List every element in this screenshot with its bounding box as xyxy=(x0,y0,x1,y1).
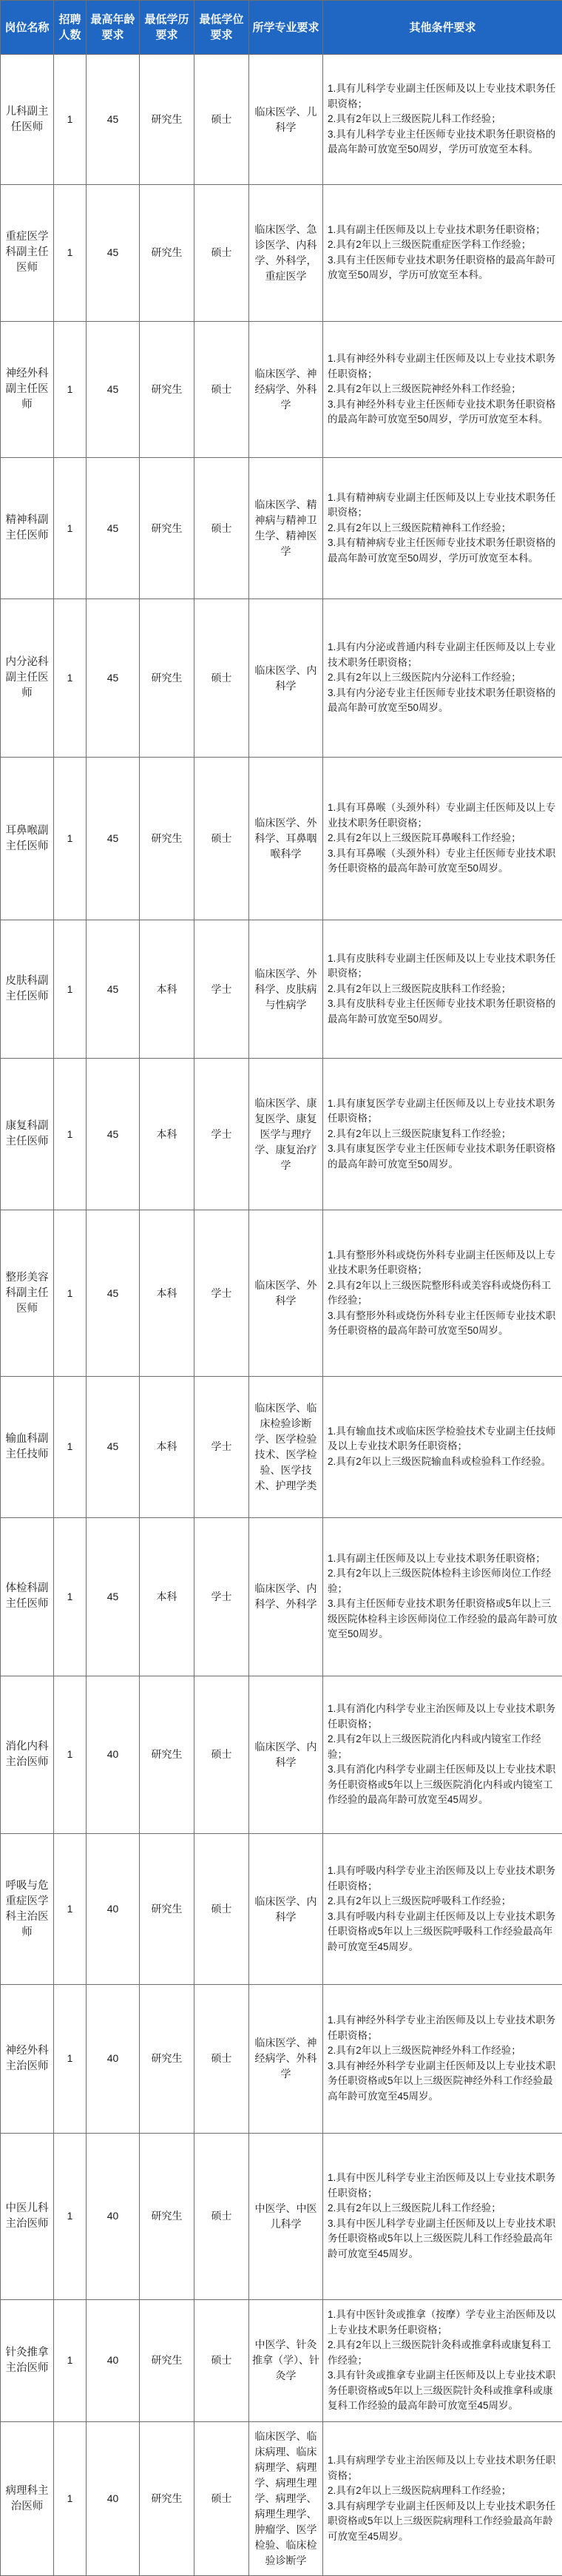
age-cell: 45 xyxy=(87,458,140,599)
requirements-cell: 1.具有整形外科或烧伤外科专业副主任医师及以上专业技术职务任职资格； 2.具有2年以上三级医院整形科或美容科或烧伤科工作经验； 3.具有整形外科或烧伤外科专业主任医师专业技术职务任职资格的最高年龄可放宽至50周岁。 xyxy=(323,1210,562,1376)
age-cell: 40 xyxy=(87,1834,140,1984)
table-row xyxy=(1,1058,562,1210)
position-cell: 重症医学科副主任医师 xyxy=(1,185,54,322)
count-cell: 1 xyxy=(54,1376,87,1517)
age-cell: 40 xyxy=(87,1984,140,2133)
requirements-cell: 1.具有副主任医师及以上专业技术职务任职资格； 2.具有2年以上三级医院重症医学科工作经验； 3.具有主任医师专业技术职务任职资格的最高年龄可放宽至50周岁，学历可放宽至本科。 xyxy=(323,185,562,322)
header-requirements: 其他条件要求 xyxy=(323,1,562,55)
degree-cell: 硕士 xyxy=(194,2299,249,2422)
degree-cell: 硕士 xyxy=(194,1676,249,1834)
education-cell: 本科 xyxy=(140,920,194,1059)
header-age: 最高年龄要求 xyxy=(87,1,140,55)
position-cell: 神经外科副主任医师 xyxy=(1,321,54,458)
count-cell: 1 xyxy=(54,1058,87,1210)
position-cell: 针灸推拿主治医师 xyxy=(1,2299,54,2422)
requirements-cell: 1.具有呼吸内科学专业主治医师及以上专业技术职务任职资格； 2.具有2年以上三级医院呼吸科工作经验； 3.具有呼吸内科专业副主任医师及以上专业技术职务任职资格或5年以上三级医院呼吸科工作经验最高年龄可放宽至45周岁。 xyxy=(323,1834,562,1984)
education-cell: 研究生 xyxy=(140,185,194,322)
position-cell: 整形美容科副主任医师 xyxy=(1,1210,54,1376)
major-cell: 临床医学、神经病学、外科学 xyxy=(249,321,323,458)
requirements-cell: 1.具有中医针灸或推拿（按摩）学专业主治医师及以上专业技术职务任职资格； 2.具有2年以上三级医院针灸科或推拿科或康复科工作经验； 3.具有针灸或推拿专业副主任医师及以上专业技术职务任职资格或5年以上三级医院针灸科或推拿科或康复科工作经验的最高年龄可放宽至45周岁。 xyxy=(323,2299,562,2422)
age-cell: 40 xyxy=(87,2299,140,2422)
requirements-cell: 1.具有耳鼻喉（头颈外科）专业副主任医师及以上专业技术职务任职资格； 2.具有2年以上三级医院耳鼻喉科工作经验； 3.具有耳鼻喉（头颈外科）专业主任医师专业技术职务任职资格的最高年龄可放宽至50周岁。 xyxy=(323,758,562,920)
requirements-cell: 1.具有康复医学专业副主任医师及以上专业技术职务任职资格； 2.具有2年以上三级医院康复科工作经验； 3.具有康复医学专业主任医师专业技术职务任职资格的最高年龄可放宽至50周岁。 xyxy=(323,1058,562,1210)
age-cell: 40 xyxy=(87,2134,140,2299)
major-cell: 临床医学、内科学 xyxy=(249,1676,323,1834)
position-cell: 病理科主治医师 xyxy=(1,2422,54,2576)
degree-cell: 硕士 xyxy=(194,599,249,758)
education-cell: 研究生 xyxy=(140,2422,194,2576)
table-row xyxy=(1,920,562,1059)
position-cell: 输血科副主任技师 xyxy=(1,1376,54,1517)
major-cell: 中医学、中医儿科学 xyxy=(249,2134,323,2299)
education-cell: 研究生 xyxy=(140,1834,194,1984)
major-cell: 临床医学、临床病理、临床病理学、病理学、病理生理学、病理学、病理生理学、肿瘤学、医学检验、临床检验诊断学 xyxy=(249,2422,323,2576)
education-cell: 本科 xyxy=(140,1058,194,1210)
major-cell: 临床医学、临床检验诊断学、医学检验技术、医学检验、医学技术、护理学类 xyxy=(249,1376,323,1517)
table-row xyxy=(1,321,562,458)
degree-cell: 学士 xyxy=(194,1517,249,1676)
count-cell: 1 xyxy=(54,1210,87,1376)
count-cell: 1 xyxy=(54,599,87,758)
table-row xyxy=(1,758,562,920)
position-cell: 中医儿科主治医师 xyxy=(1,2134,54,2299)
count-cell: 1 xyxy=(54,2299,87,2422)
degree-cell: 学士 xyxy=(194,1210,249,1376)
degree-cell: 学士 xyxy=(194,1376,249,1517)
education-cell: 本科 xyxy=(140,1517,194,1676)
education-cell: 研究生 xyxy=(140,2299,194,2422)
count-cell: 1 xyxy=(54,1676,87,1834)
degree-cell: 学士 xyxy=(194,920,249,1059)
position-cell: 儿科副主任医师 xyxy=(1,55,54,185)
degree-cell: 硕士 xyxy=(194,458,249,599)
age-cell: 45 xyxy=(87,185,140,322)
major-cell: 临床医学、神经病学、外科学 xyxy=(249,1984,323,2133)
table-row xyxy=(1,599,562,758)
position-cell: 康复科副主任医师 xyxy=(1,1058,54,1210)
position-cell: 耳鼻喉副主任医师 xyxy=(1,758,54,920)
requirements-cell: 1.具有神经外科专业副主任医师及以上专业技术职务任职资格； 2.具有2年以上三级医院神经外科工作经验； 3.具有神经外科专业主任医师专业技术职务任职资格的最高年龄可放宽至50周岁，学历可放宽至本科。 xyxy=(323,321,562,458)
header-position: 岗位名称 xyxy=(1,1,54,55)
age-cell: 40 xyxy=(87,1676,140,1834)
position-cell: 内分泌科副主任医师 xyxy=(1,599,54,758)
requirements-cell: 1.具有皮肤科专业副主任医师及以上专业技术职务任职资格； 2.具有2年以上三级医院皮肤科工作经验； 3.具有皮肤科专业主任医师专业技术职务任职资格的最高年龄可放宽至50周岁。 xyxy=(323,920,562,1059)
table-row xyxy=(1,1984,562,2133)
age-cell: 45 xyxy=(87,1376,140,1517)
degree-cell: 硕士 xyxy=(194,1834,249,1984)
education-cell: 研究生 xyxy=(140,321,194,458)
education-cell: 研究生 xyxy=(140,599,194,758)
table-row xyxy=(1,55,562,185)
major-cell: 临床医学、儿科学 xyxy=(249,55,323,185)
degree-cell: 学士 xyxy=(194,1058,249,1210)
count-cell: 1 xyxy=(54,1517,87,1676)
count-cell: 1 xyxy=(54,185,87,322)
header-count: 招聘人数 xyxy=(54,1,87,55)
requirements-cell: 1.具有神经外科学专业主治医师及以上专业技术职务任职资格； 2.具有2年以上三级医院神经外科工作经验； 3.具有神经外科学专业副主任医师及以上专业技术职务任职资格或5年以上三级医院神经外科工作经验最高年龄可放宽至45周岁。 xyxy=(323,1984,562,2133)
table-row xyxy=(1,1376,562,1517)
degree-cell: 硕士 xyxy=(194,185,249,322)
table-row xyxy=(1,458,562,599)
count-cell: 1 xyxy=(54,2422,87,2576)
count-cell: 1 xyxy=(54,1834,87,1984)
header-major: 所学专业要求 xyxy=(249,1,323,55)
education-cell: 研究生 xyxy=(140,55,194,185)
age-cell: 45 xyxy=(87,321,140,458)
table-row xyxy=(1,2299,562,2422)
count-cell: 1 xyxy=(54,1984,87,2133)
table-row xyxy=(1,1834,562,1984)
major-cell: 临床医学、急诊医学、内科学、外科学，重症医学 xyxy=(249,185,323,322)
count-cell: 1 xyxy=(54,55,87,185)
degree-cell: 硕士 xyxy=(194,2422,249,2576)
requirements-cell: 1.具有内分泌或普通内科专业副主任医师及以上专业技术职务任职资格； 2.具有2年以上三级医院内分泌科工作经验； 3.具有内分泌专业主任医师专业技术职务任职资格的最高年龄可放宽至50周岁。 xyxy=(323,599,562,758)
major-cell: 临床医学、精神病与精神卫生学、精神医学 xyxy=(249,458,323,599)
count-cell: 1 xyxy=(54,2134,87,2299)
count-cell: 1 xyxy=(54,920,87,1059)
table-row xyxy=(1,185,562,322)
requirements-cell: 1.具有中医儿科学专业主治医师及以上专业技术职务任职资格； 2.具有2年以上三级医院儿科工作经验； 3.具有中医儿科学专业副主任医师及以上专业技术职务任职资格或5年以上三级医院儿科工作经验最高年龄可放宽至45周岁。 xyxy=(323,2134,562,2299)
age-cell: 45 xyxy=(87,599,140,758)
major-cell: 临床医学、康复医学、康复医学与理疗学、康复治疗学 xyxy=(249,1058,323,1210)
degree-cell: 硕士 xyxy=(194,1984,249,2133)
age-cell: 45 xyxy=(87,55,140,185)
position-cell: 消化内科主治医师 xyxy=(1,1676,54,1834)
table-row xyxy=(1,1676,562,1834)
position-cell: 皮肤科副主任医师 xyxy=(1,920,54,1059)
major-cell: 临床医学、内科学 xyxy=(249,599,323,758)
position-cell: 呼吸与危重症医学科主治医师 xyxy=(1,1834,54,1984)
major-cell: 临床医学、内科学 xyxy=(249,1834,323,1984)
age-cell: 45 xyxy=(87,758,140,920)
requirements-cell: 1.具有精神病专业副主任医师及以上专业技术职务任职资格； 2.具有2年以上三级医院精神科工作经验； 3.具有精神病专业主任医师专业技术职务任职资格的最高年龄可放宽至50周岁，学历可放宽至本科。 xyxy=(323,458,562,599)
major-cell: 临床医学、外科学、耳鼻咽喉科学 xyxy=(249,758,323,920)
count-cell: 1 xyxy=(54,758,87,920)
requirements-cell: 1.具有儿科学专业副主任医师及以上专业技术职务任职资格； 2.具有2年以上三级医院儿科工作经验； 3.具有儿科学专业主任医师专业技术职务任职资格的最高年龄可放宽至50周岁，学历可放宽至本科。 xyxy=(323,55,562,185)
requirements-cell: 1.具有病理学专业主治医师及以上专业技术职务任职资格； 2.具有2年以上三级医院病理科工作经验； 3.具有病理学专业副主任医师及以上专业技术职务任职资格或5年以上三级医院病理科工作经验最高年龄可放宽至45周岁。 xyxy=(323,2422,562,2576)
degree-cell: 硕士 xyxy=(194,758,249,920)
education-cell: 本科 xyxy=(140,1376,194,1517)
age-cell: 45 xyxy=(87,1058,140,1210)
requirements-cell: 1.具有输血技术或临床医学检验技术专业副主任技师及以上专业技术职务任职资格； 2.具有2年以上三级医院输血科或检验科工作经验。 xyxy=(323,1376,562,1517)
header-education: 最低学历要求 xyxy=(140,1,194,55)
table-row xyxy=(1,1210,562,1376)
degree-cell: 硕士 xyxy=(194,55,249,185)
position-cell: 神经外科主治医师 xyxy=(1,1984,54,2133)
table-row xyxy=(1,1517,562,1676)
requirements-cell: 1.具有消化内科学专业主治医师及以上专业技术职务任职资格； 2.具有2年以上三级医院消化内科或内镜室工作经验； 3.具有消化内科学专业副主任医师及以上专业技术职务任职资格或5年以上三级医院消化内科或内镜室工作经验的最高年龄可放宽至45周岁。 xyxy=(323,1676,562,1834)
degree-cell: 硕士 xyxy=(194,2134,249,2299)
education-cell: 研究生 xyxy=(140,1676,194,1834)
education-cell: 本科 xyxy=(140,1210,194,1376)
position-cell: 精神科副主任医师 xyxy=(1,458,54,599)
count-cell: 1 xyxy=(54,458,87,599)
table-row xyxy=(1,2422,562,2576)
education-cell: 研究生 xyxy=(140,2134,194,2299)
age-cell: 45 xyxy=(87,1517,140,1676)
major-cell: 中医学、针灸推拿（学）、针灸学 xyxy=(249,2299,323,2422)
age-cell: 45 xyxy=(87,920,140,1059)
age-cell: 45 xyxy=(87,1210,140,1376)
age-cell: 40 xyxy=(87,2422,140,2576)
education-cell: 研究生 xyxy=(140,458,194,599)
requirements-cell: 1.具有副主任医师及以上专业技术职务任职资格； 2.具有2年以上三级医院体检科主诊医师岗位工作经验； 3.具有主任医师专业技术职务任职资格或5年以上三级医院体检科主诊医师岗位工作经验的最高年龄可放宽至50周岁。 xyxy=(323,1517,562,1676)
education-cell: 研究生 xyxy=(140,758,194,920)
major-cell: 临床医学、内科学、外科学 xyxy=(249,1517,323,1676)
table-header-row xyxy=(1,1,562,55)
degree-cell: 硕士 xyxy=(194,321,249,458)
major-cell: 临床医学、外科学、皮肤病与性病学 xyxy=(249,920,323,1059)
header-degree: 最低学位要求 xyxy=(194,1,249,55)
education-cell: 研究生 xyxy=(140,1984,194,2133)
table-row xyxy=(1,2134,562,2299)
count-cell: 1 xyxy=(54,321,87,458)
position-cell: 体检科副主任医师 xyxy=(1,1517,54,1676)
major-cell: 临床医学、外科学 xyxy=(249,1210,323,1376)
